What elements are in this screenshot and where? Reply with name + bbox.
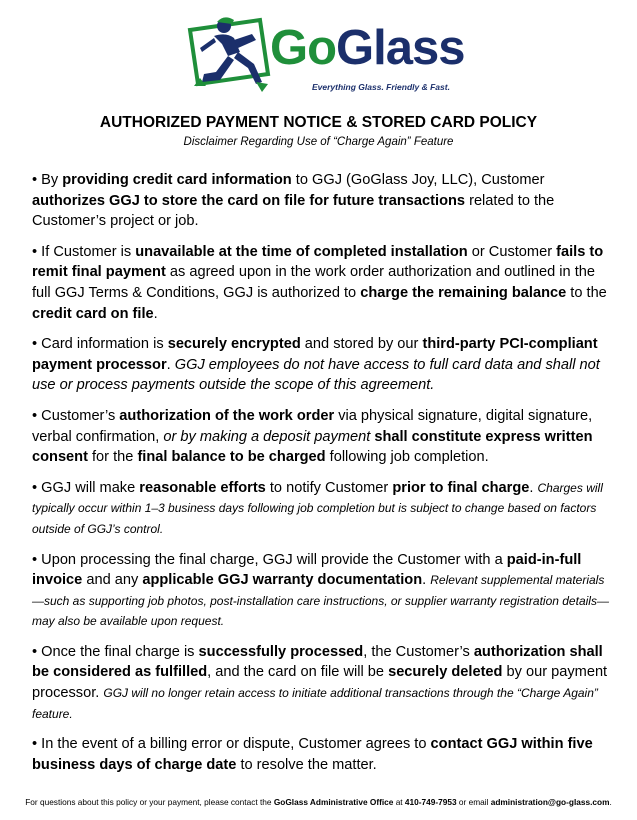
text: or Customer bbox=[467, 243, 557, 260]
text: • If Customer is bbox=[32, 243, 136, 260]
text: following job completion. bbox=[325, 449, 489, 466]
text: to GGJ (GoGlass Joy, LLC), Customer bbox=[291, 172, 545, 188]
text: • Customer’s bbox=[32, 407, 120, 424]
text-bold: prior to final charge bbox=[392, 479, 530, 496]
text: . bbox=[153, 305, 158, 322]
brand-go: Go bbox=[270, 21, 337, 75]
policy-item-invoice bbox=[32, 550, 610, 632]
text-bold: applicable GGJ warranty documentation bbox=[142, 572, 423, 589]
text-bold: authorization shall be considered as fulfilled bbox=[32, 643, 603, 681]
policy-item-unavailable bbox=[32, 242, 610, 324]
text: . bbox=[166, 356, 175, 373]
text: related to the Customer’s project or job. bbox=[32, 192, 555, 230]
text: to the bbox=[566, 284, 607, 301]
policy-body bbox=[32, 170, 610, 785]
text-bold: final balance to be charged bbox=[137, 449, 326, 466]
policy-item-dispute bbox=[32, 734, 610, 775]
text-bold: reasonable efforts bbox=[139, 479, 266, 496]
text-bold: successfully processed bbox=[198, 643, 364, 660]
text: and any bbox=[82, 572, 143, 589]
policy-item-notification bbox=[32, 478, 610, 540]
page-title: AUTHORIZED PAYMENT NOTICE & STORED CARD POLICY bbox=[99, 114, 538, 131]
text: , and the card on file will be bbox=[207, 664, 389, 681]
policy-item-authorization bbox=[32, 406, 610, 468]
text-italic: GGJ will no longer retain access to initiate additional transactions through the “Charge Again” feature. bbox=[32, 686, 598, 721]
text: as agreed upon in the work order authorization and outlined in the full GGJ Terms & Conditions, GGJ is authorized to bbox=[32, 264, 595, 301]
text-bold: credit card on file bbox=[32, 305, 154, 322]
text: • In the event of a billing error or dispute, Customer agrees to bbox=[32, 736, 431, 753]
text-italic: or by making a deposit payment bbox=[163, 428, 371, 445]
policy-item-fulfilled bbox=[32, 642, 610, 724]
text: via physical signature, digital signature, verbal confirmation, bbox=[32, 407, 593, 445]
text: or email bbox=[456, 797, 491, 807]
text-bold: authorizes GGJ to store the card on file for future transactions bbox=[32, 192, 466, 209]
text-bold: providing credit card information bbox=[62, 172, 292, 188]
text: • GGJ will make bbox=[32, 479, 140, 496]
phone-number: 410-749-7953 bbox=[404, 797, 457, 807]
text-italic: Charges will typically occur within 1–3 business days following job completion but is subject to change based on factors outside of GGJ’s control. bbox=[32, 480, 603, 536]
policy-item-card-info bbox=[32, 170, 610, 232]
text: . bbox=[529, 479, 538, 496]
text-bold: GoGlass Administrative Office bbox=[273, 797, 394, 807]
text-bold: shall constitute express written consent bbox=[32, 428, 593, 466]
text-bold: charge the remaining balance bbox=[360, 284, 567, 301]
text-bold: contact GGJ within five business days of charge date bbox=[32, 736, 593, 773]
text: to resolve the matter. bbox=[236, 756, 377, 773]
text-bold: authorization of the work order bbox=[119, 407, 335, 424]
text: . bbox=[609, 797, 612, 807]
text-bold: securely encrypted bbox=[167, 336, 301, 353]
text: by our payment processor. bbox=[32, 664, 608, 702]
text-bold: unavailable at the time of completed installation bbox=[135, 243, 468, 260]
policy-item-encryption bbox=[32, 334, 610, 396]
text-italic: Relevant supplemental materials—such as supporting job photos, post-installation care instructions, or supplier warranty registration details—may also be available upon request. bbox=[32, 573, 609, 629]
brand-tagline: Everything Glass. Friendly & Fast. bbox=[312, 82, 450, 92]
text: to notify Customer bbox=[265, 479, 393, 496]
text-bold: fails to remit final payment bbox=[32, 243, 604, 281]
text: For questions about this policy or your payment, please contact the bbox=[25, 797, 274, 807]
text-bold: third-party PCI-compliant payment processor bbox=[32, 336, 598, 373]
text: , the Customer’s bbox=[363, 643, 474, 660]
brand-name bbox=[270, 21, 465, 75]
text: for the bbox=[87, 449, 138, 466]
text: . bbox=[422, 572, 431, 589]
text: at bbox=[393, 797, 405, 807]
text: • By bbox=[32, 172, 63, 188]
text-bold: securely deleted bbox=[388, 664, 503, 681]
text-italic: GGJ employees do not have access to full card data and shall not use or process payments outside the scope of this agreement. bbox=[32, 356, 600, 394]
footer-contact bbox=[0, 797, 637, 807]
email-address: administration@go-glass.com bbox=[490, 797, 610, 807]
brand-glass: Glass bbox=[336, 21, 465, 75]
text: • Once the final charge is bbox=[32, 643, 199, 660]
text: • Card information is bbox=[32, 336, 168, 353]
page-subtitle: Disclaimer Regarding Use of “Charge Again” Feature bbox=[183, 136, 454, 148]
text: and stored by our bbox=[300, 336, 423, 353]
text: • Upon processing the final charge, GGJ will provide the Customer with a bbox=[32, 551, 507, 568]
text-bold: paid-in-full invoice bbox=[32, 551, 582, 589]
